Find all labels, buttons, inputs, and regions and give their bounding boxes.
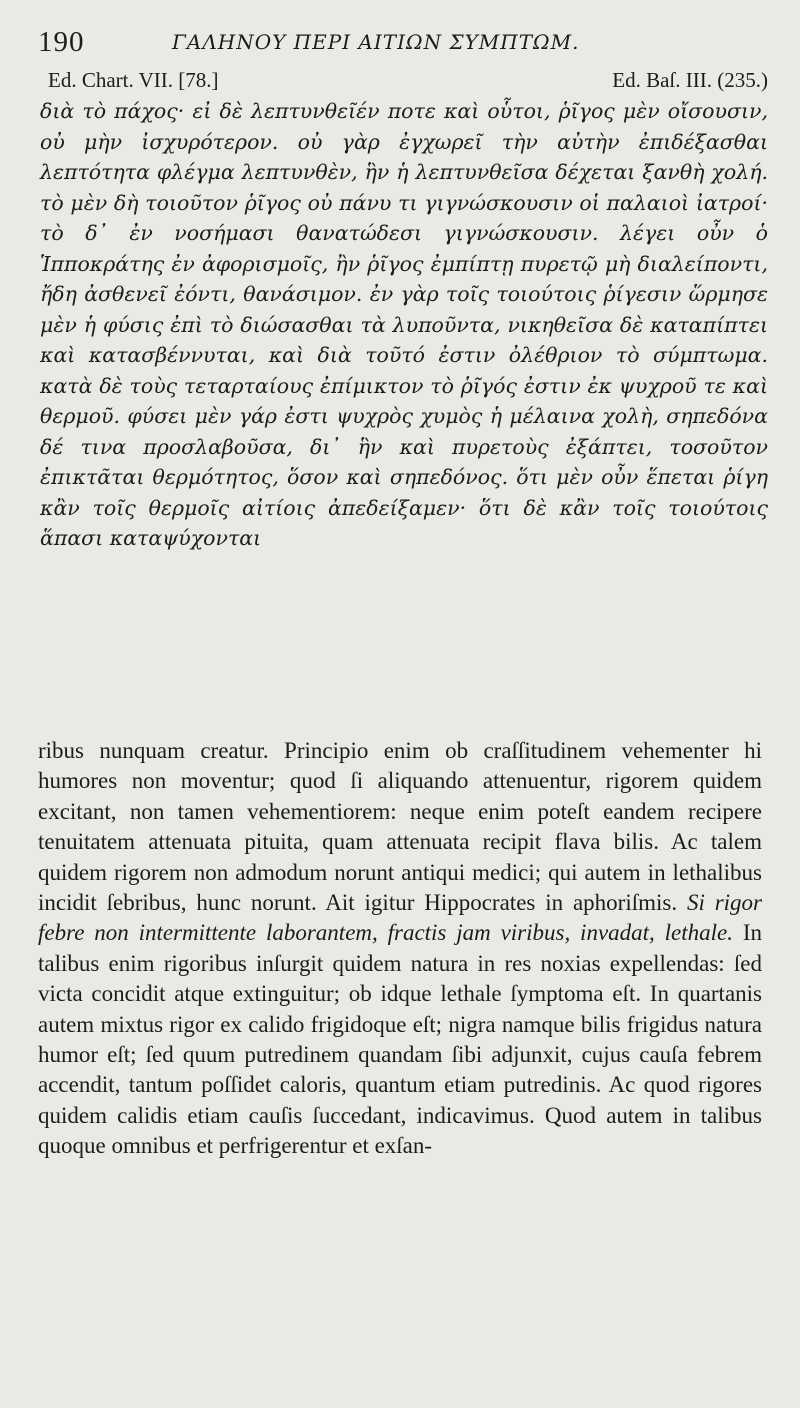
greek-text-block: διὰ τὸ πάχος· εἰ δὲ λεπτυνθεῖέν ποτε καὶ οὗτοι, ῥῖγος μὲν οἴσουσιν, οὐ μὴν ἰσχυρότερον. οὐ γὰρ ἐγχωρεῖ τὴν αὐτὴν ἐπιδέξασθαι λεπτότητα φλέγμα λεπτυνθὲν, ἣν ἡ λεπτυνθεῖσα δέχεται ξανθὴ χολή. τὸ μὲν δὴ τοιοῦτον ῥῖγος οὐ πάνυ τι γιγνώσκουσιν οἱ παλαιοὶ ἰατροί· τὸ δ᾽ ἐν νοσήμασι θανατώδεσι γιγνώσκουσιν. λέγει οὖν ὁ Ἱπποκράτης ἐν ἀφορισμοῖς, ἢν ῥῖγος ἐμπίπτῃ πυρετῷ μὴ διαλείποντι, ἤδη ἀσθενεῖ ἐόντι, θανάσιμον. ἐν γὰρ τοῖς τοιούτοις ῥίγεσιν ὥρμησε μὲν ἡ φύσις ἐπὶ τὸ διώσασθαι τὰ λυποῦντα, νικηθεῖσα δὲ καταπίπτει καὶ κατασβέννυται, καὶ διὰ τοῦτό ἐστιν ὀλέθριον τὸ σύμπτωμα. κατὰ δὲ τοὺς τεταρταίους ἐπίμικτον τὸ ῥῖγός ἐστιν ἐκ ψυχροῦ τε καὶ θερμοῦ. φύσει μὲν γάρ ἐστι ψυχρὸς χυμὸς ἡ μέλαινα χολὴ, σηπεδόνα δέ τινα προσλαβοῦσα, δι᾽ ἣν καὶ πυρετοὺς ἐξάπτει, τοσοῦτον ἐπικτᾶται θερμότητος, ὅσον καὶ σηπεδόνος. ὅτι μὲν οὖν ἕπεται ῥίγη κἂν τοῖς θερμοῖς αἰτίοις ἀπεδείξαμεν· ὅτι δὲ κἂν τοῖς τοιούτοις ἅπασι καταψύχονται	[40, 99, 768, 550]
edition-basel-reference: Ed. Baſ. III. (235.)	[612, 68, 768, 92]
latin-text-part-2: In talibus enim rigoribus inſurgit quidem natura in res noxias expellendas: ſed victa concidit atque extinguitur; ob idque lethale ſymptoma eſt. In quartanis autem mixtus rigor ex calido frigidoque eſt; nigra namque bilis frigidus natura humor eſt; ſed quum putredinem quandam ſibi adjunxit, cujus cauſa febrem accendit, tantum poſſidet caloris, quantum etiam putredinis. Ac quod rigores quidem calidis etiam cauſis ſuccedant, indicavimus. Quod autem in talibus quoque omnibus et perfrigerentur et exſan-	[38, 920, 762, 1159]
page-number: 190	[38, 26, 85, 58]
latin-text-block	[38, 736, 762, 1162]
edition-references	[38, 68, 768, 94]
latin-text-part-1: ribus nunquam creatur. Principio enim ob craſſitudinem vehementer hi humores non moventur; quod ſi aliquando attenuentur, rigorem quidem excitant, non tamen vehementiorem: neque enim poteſt eandem recipere tenuitatem attenuata pituita, quam attenuata recipit flava bilis. Ac talem quidem rigorem non admodum norunt antiqui medici; qui autem in lethalibus incidit ſebribus, hunc norunt. Ait igitur Hippocrates in aphoriſmis.	[38, 738, 762, 916]
running-title: ΓΑΛΗΝΟΥ ΠΕΡΙ ΑΙΤΙΩΝ ΣΥΜΠΤΩΜ.	[172, 30, 580, 54]
bleed-through-shadow	[470, 672, 790, 712]
edition-chart-reference: Ed. Chart. VII. [78.]	[48, 68, 219, 92]
page-header	[38, 26, 778, 60]
aphorism-quote: Si rigor febre non intermittente laborantem, fractis jam viribus, invadat, lethale.	[38, 890, 762, 946]
